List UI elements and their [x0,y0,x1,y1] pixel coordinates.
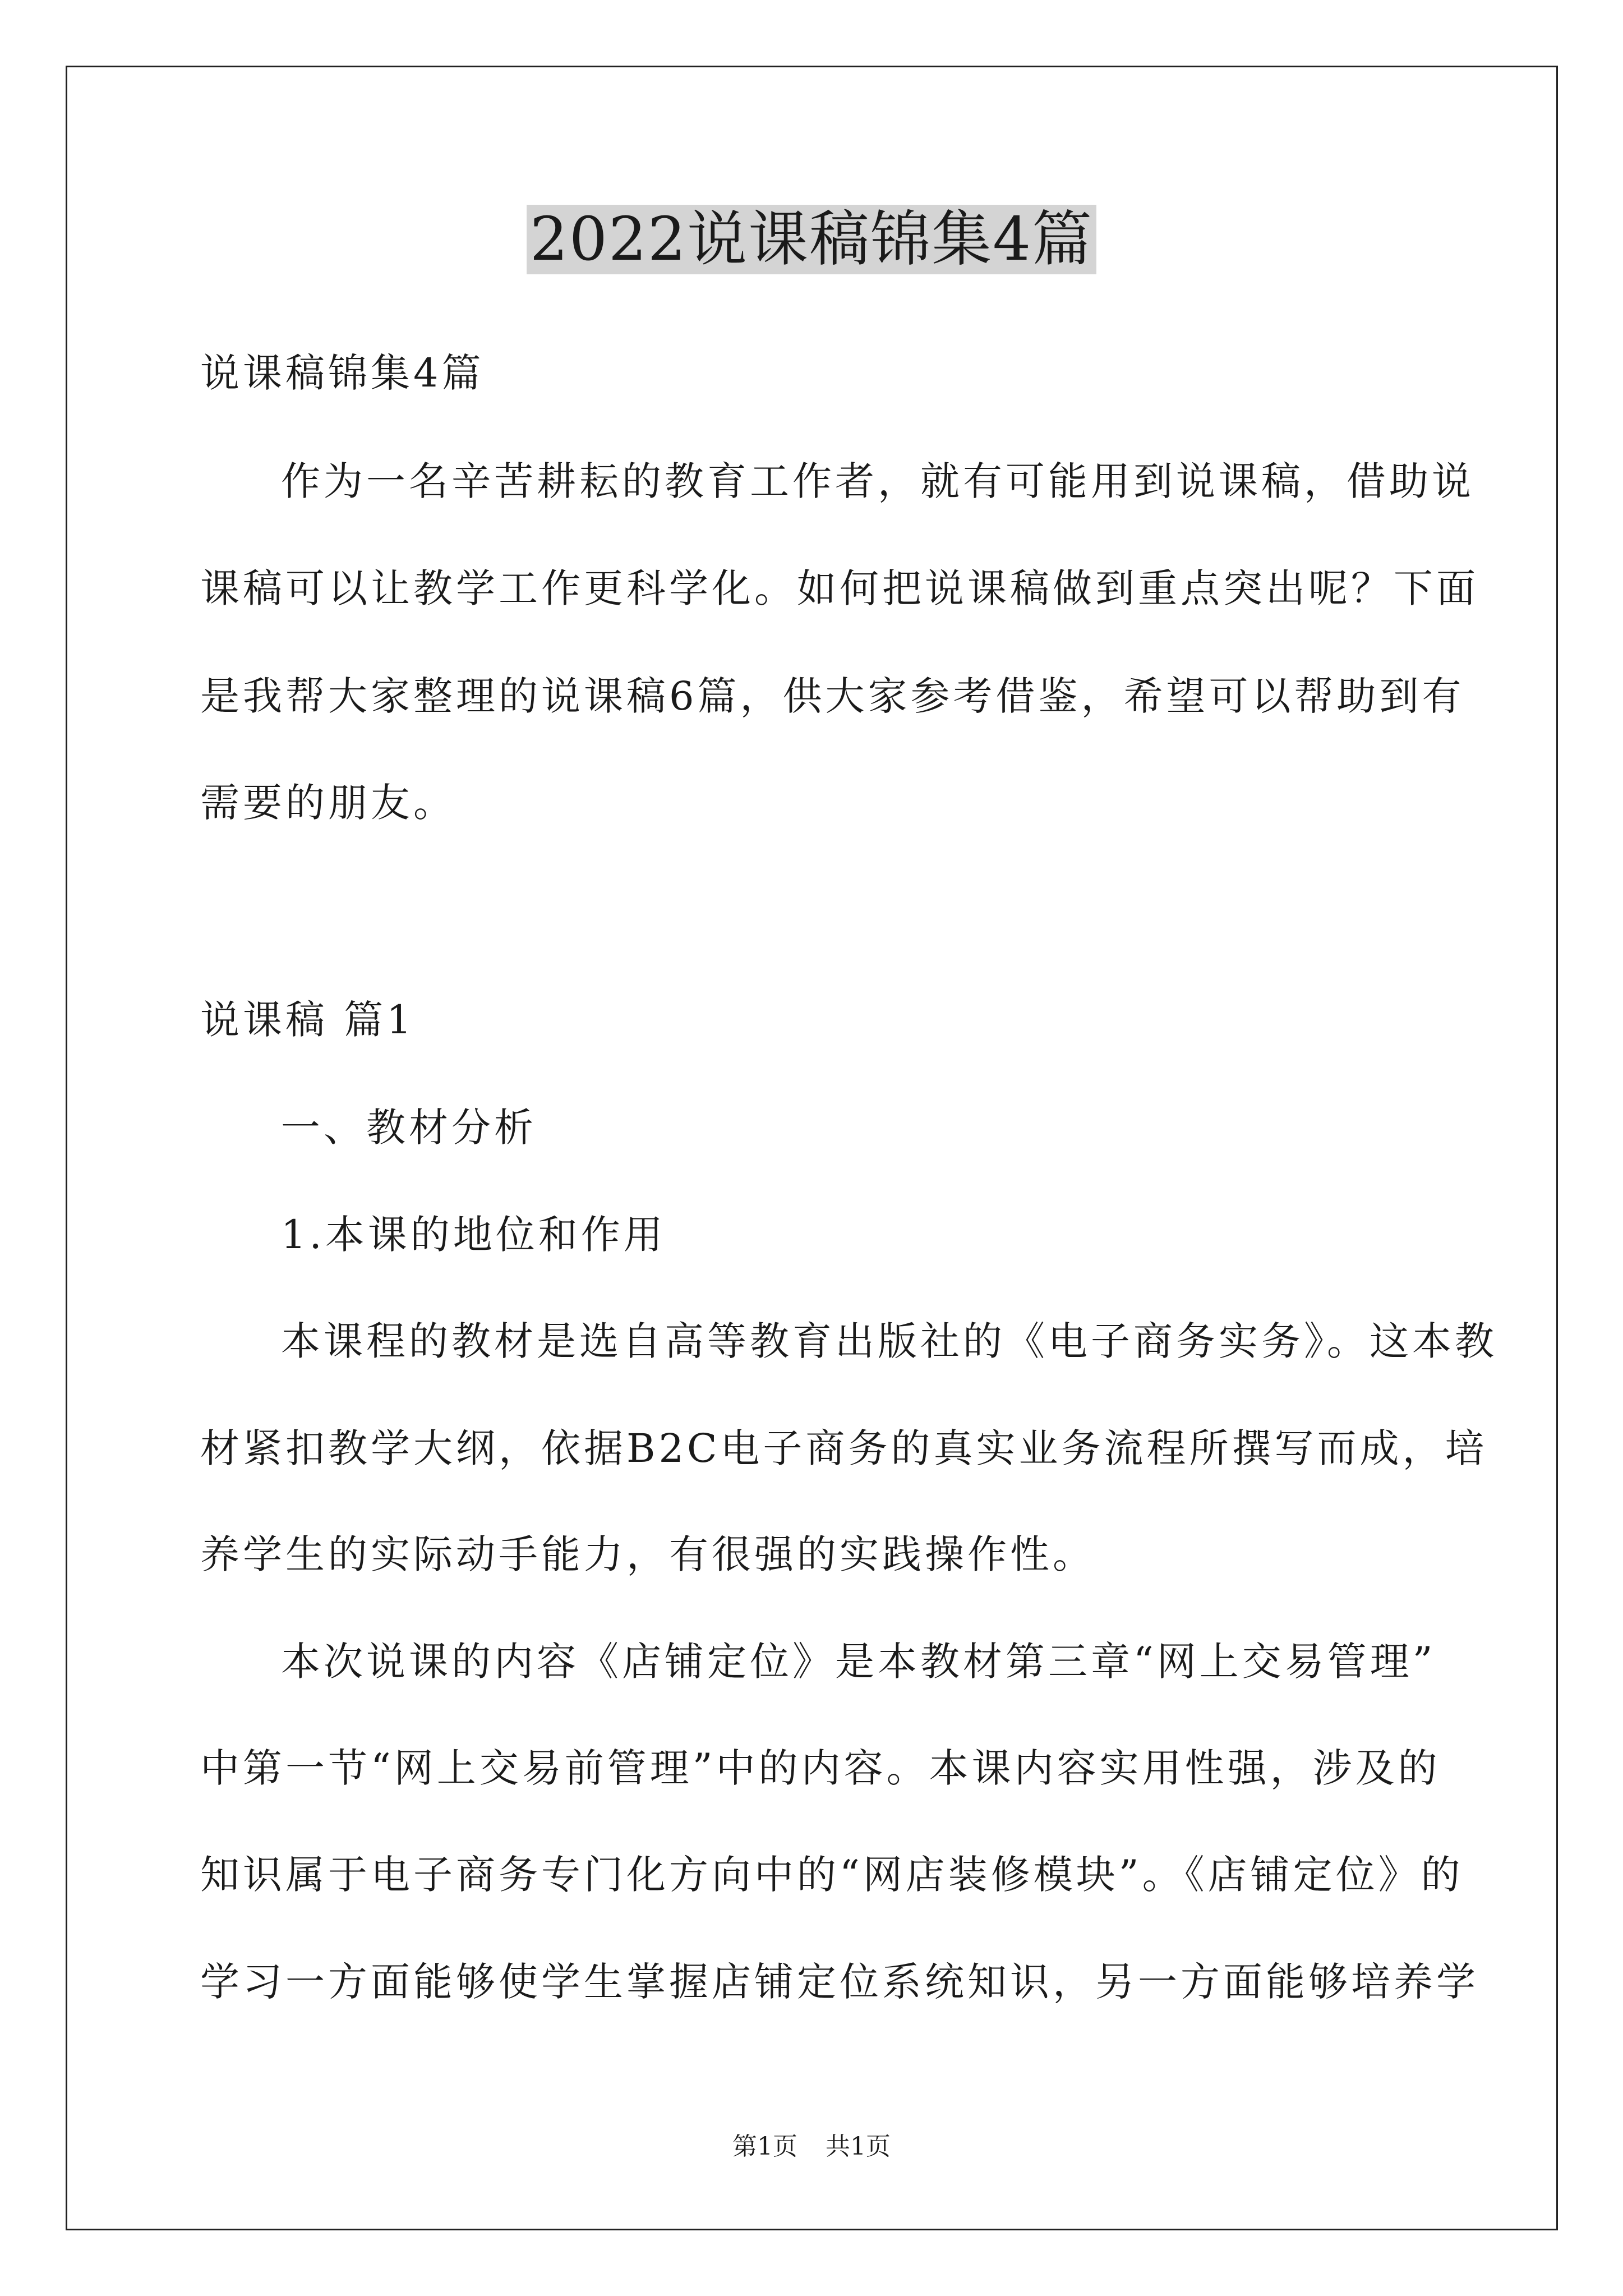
para2-line-3: 知识属于电子商务专门化方向中的“网店装修模块”。《店铺定位》的 [200,1852,1464,1898]
sub-heading: 1.本课的地位和作用 [281,1212,666,1258]
page-total: 共1页 [826,2132,891,2161]
para1-line-2: 材紧扣教学大纲，依据B2C电子商务的真实业务流程所撰写而成，培 [200,1425,1488,1471]
page-footer [0,2130,1623,2164]
intro-line-2: 课稿可以让教学工作更科学化。如何把说课稿做到重点突出呢？下面 [200,565,1479,611]
para2-line-1: 本次说课的内容《店铺定位》是本教材第三章“网上交易管理” [281,1639,1436,1685]
page-number: 第1页 [732,2132,797,2161]
para1-line-1: 本课程的教材是选自高等教育出版社的《电子商务实务》。这本教 [281,1318,1497,1364]
intro-line-4: 需要的朋友。 [200,780,456,826]
para1-line-3: 养学生的实际动手能力，有很强的实践操作性。 [200,1531,1095,1577]
intro-line-3: 是我帮大家整理的说课稿6篇，供大家参考借鉴，希望可以帮助到有 [200,673,1465,719]
document-title-text: 2022说课稿锦集4篇 [527,205,1096,274]
intro-line-1: 作为一名辛苦耕耘的教育工作者，就有可能用到说课稿，借助说 [281,458,1474,504]
part-heading: 一、教材分析 [281,1105,537,1151]
document-subtitle: 说课稿锦集4篇 [200,350,485,396]
document-title [0,200,1623,279]
para2-line-2: 中第一节“网上交易前管理”中的内容。本课内容实用性强，涉及的 [200,1745,1441,1791]
section-heading: 说课稿 篇1 [200,997,415,1043]
para2-line-4: 学习一方面能够使学生掌握店铺定位系统知识，另一方面能够培养学 [200,1959,1479,2005]
